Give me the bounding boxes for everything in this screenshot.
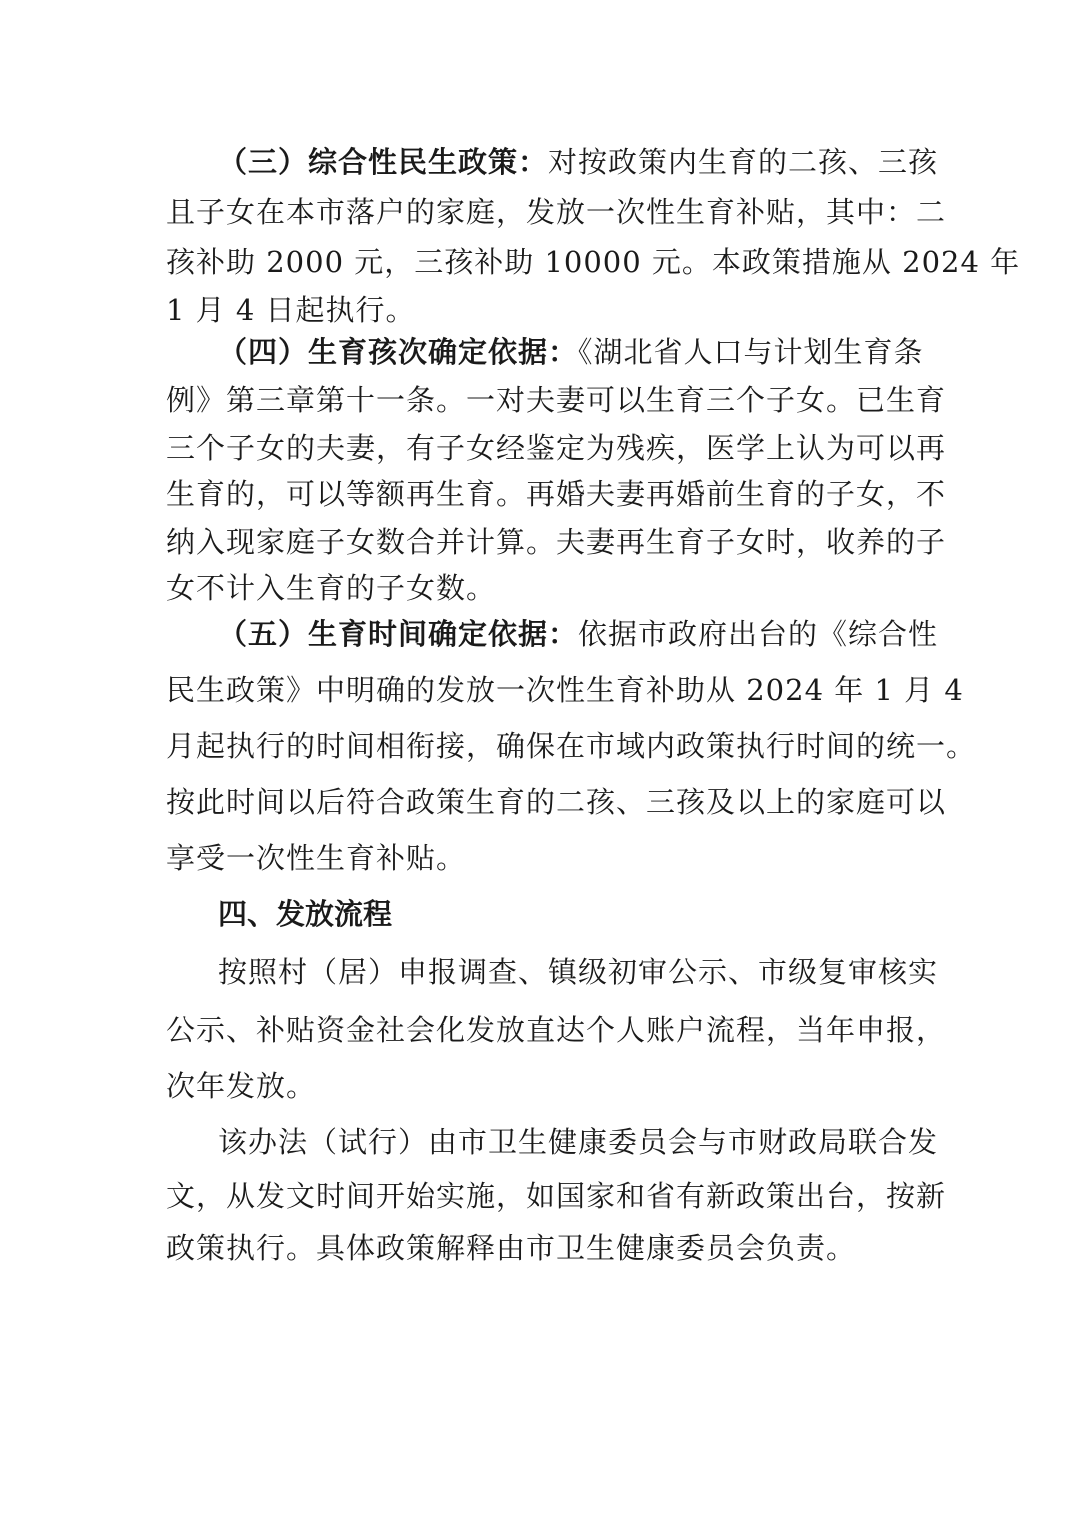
section-4-line-6: 女不计入生育的子女数。 [166,571,497,605]
section-3-line-1 [218,140,938,181]
closing-line-1: 该办法（试行）由市卫生健康委员会与市财政局联合发 [218,1125,939,1159]
section-3-line-3: 孩补助 2000 元，三孩补助 10000 元。本政策措施从 2024 年 [166,245,1021,279]
section-3-text: 对按政策内生育的二孩、三孩 [548,145,939,179]
section-5-line-3: 月起执行的时间相衔接，确保在市域内政策执行时间的统一。 [166,729,977,763]
section-3-line-2: 且子女在本市落户的家庭，发放一次性生育补贴，其中：二 [166,195,947,229]
section-3-lead: （三）综合性民生政策： [218,145,549,179]
section-3-line-4: 1 月 4 日起执行。 [166,293,416,327]
heading-distribution-process: 四、发放流程 [218,897,393,931]
section-5-line-5: 享受一次性生育补贴。 [166,841,467,875]
section-4-lead: （四）生育孩次确定依据： [218,335,579,369]
closing-line-3: 政策执行。具体政策解释由市卫生健康委员会负责。 [166,1231,857,1265]
process-line-2: 公示、补贴资金社会化发放直达个人账户流程，当年申报， [166,1013,947,1047]
closing-line-2: 文，从发文时间开始实施，如国家和省有新政策出台，按新 [166,1179,947,1213]
section-5-line-1 [218,612,938,653]
section-4-line-5: 纳入现家庭子女数合并计算。夫妻再生育子女时，收养的子 [166,525,947,559]
section-4-text: 《湖北省人口与计划生育条 [578,335,924,369]
section-4-line-2: 例》第三章第十一条。一对夫妻可以生育三个子女。已生育 [166,383,947,417]
process-line-3: 次年发放。 [166,1069,317,1103]
process-line-1: 按照村（居）申报调查、镇级初审公示、市级复审核实 [218,955,939,989]
section-4-line-4: 生育的，可以等额再生育。再婚夫妻再婚前生育的子女，不 [166,477,947,511]
section-5-lead: （五）生育时间确定依据： [218,617,579,651]
section-4-line-3: 三个子女的夫妻，有子女经鉴定为残疾，医学上认为可以再 [166,431,947,465]
section-5-text: 依据市政府出台的《综合性 [578,617,939,651]
section-4-line-1 [218,330,924,371]
section-5-line-4: 按此时间以后符合政策生育的二孩、三孩及以上的家庭可以 [166,785,947,819]
section-5-line-2: 民生政策》中明确的发放一次性生育补助从 2024 年 1 月 4 [166,673,964,707]
